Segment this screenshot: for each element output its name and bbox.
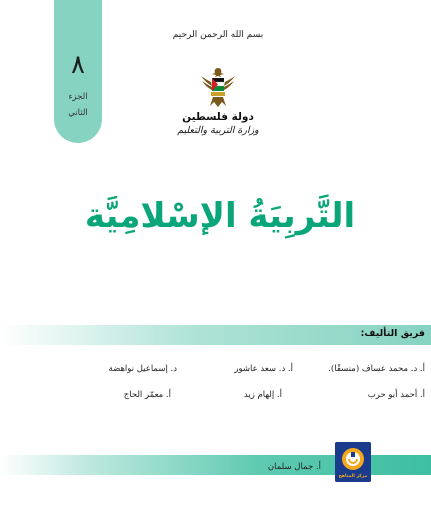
author-item: أ. معمّر الحاج [123,390,171,400]
author-item: د. إسماعيل نواهضة [108,364,177,374]
state-name: دولة فلسطين [182,111,254,123]
author-item: أ. د. محمد عساف (منسقًا). [328,364,425,374]
author-item: أ. د. سعد عاشور [234,364,293,374]
author-item: أ. إلهام زيد [243,390,282,400]
grade-part-value: الثاني [68,108,88,118]
grade-part-label: الجزء [68,92,88,102]
book-title: التَّربِيَةُ الإسْلامِيَّة [84,196,356,236]
author-item: أ. جمال سلمان [267,462,321,472]
publisher-name: مركز المناهج [338,474,368,479]
ministry-name: وزارة التربية والتعليم [177,125,259,136]
authors-heading: فريق التأليف: [360,328,425,339]
basmala: بسم الله الرحمن الرحيم [172,30,264,40]
grade-tab [54,0,102,143]
grade-number: ٨ [71,50,85,80]
palestine-eagle-emblem-icon [198,64,238,110]
author-item: أ. أحمد أبو حرب [367,390,425,400]
